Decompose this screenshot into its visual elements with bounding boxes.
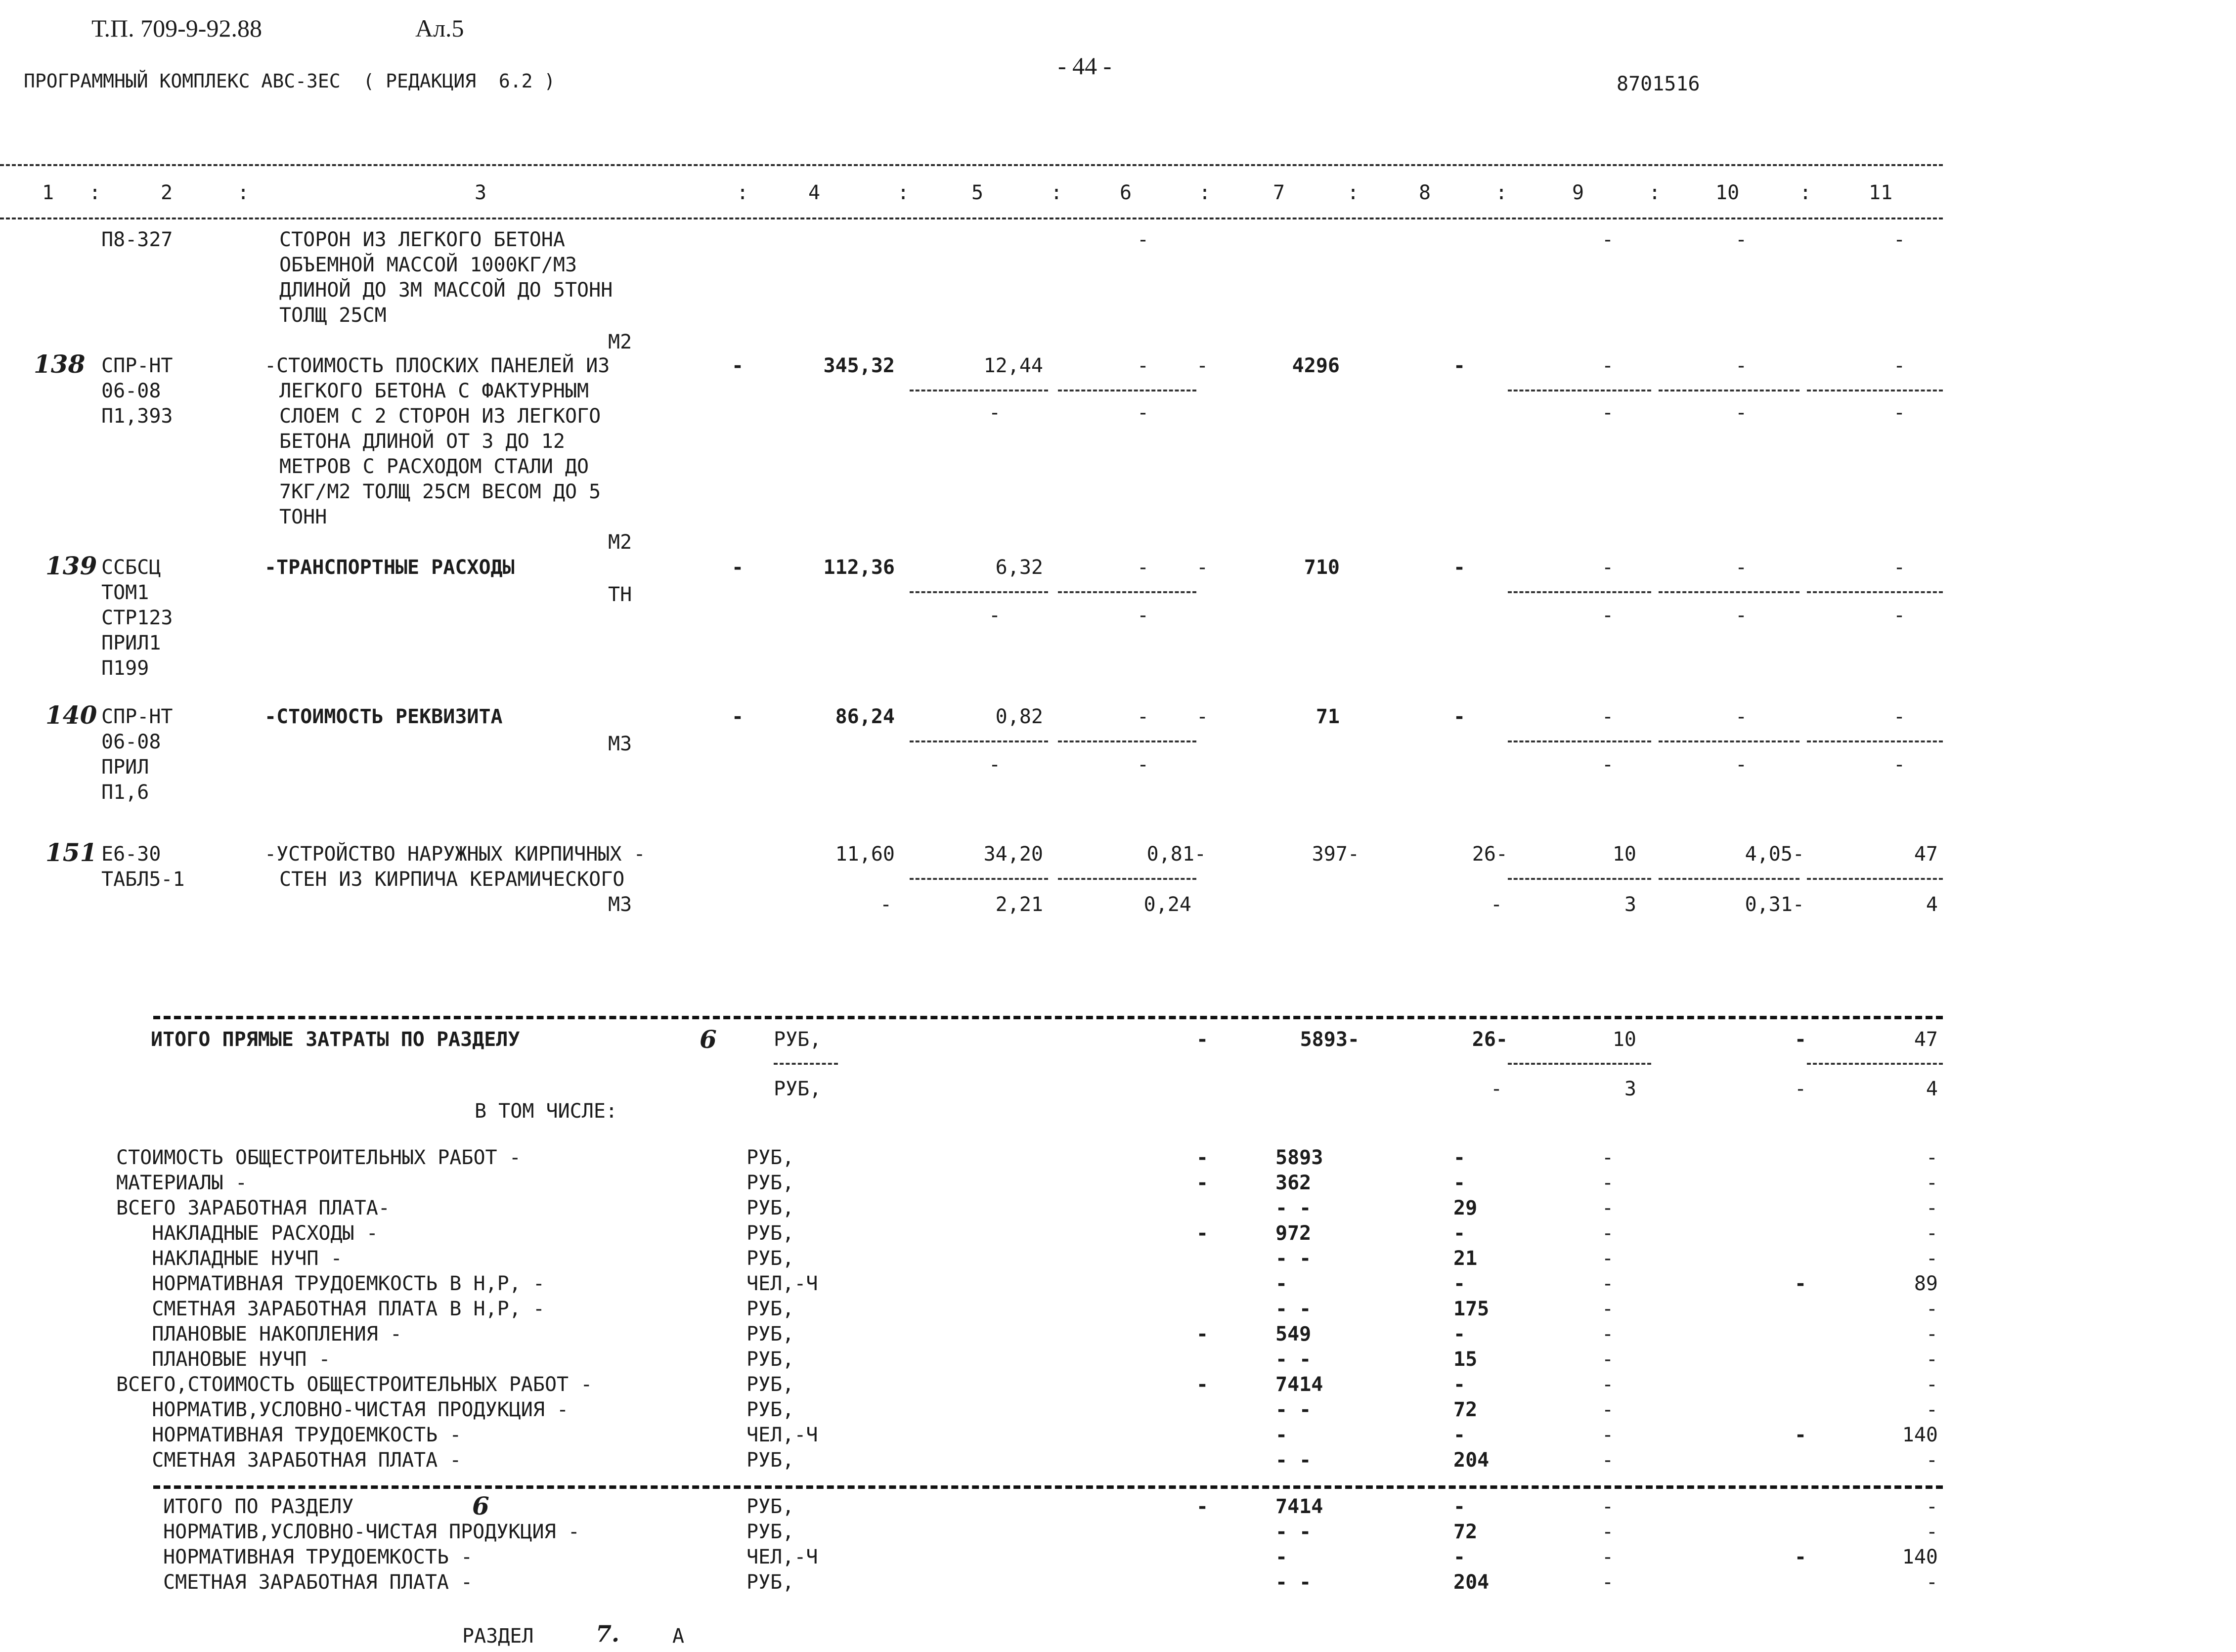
cell-c9b: - <box>1602 604 1614 627</box>
cell-c6b: - <box>1137 604 1149 627</box>
cell-c7: - - <box>1275 1449 1312 1472</box>
header-rule <box>0 217 1943 219</box>
row-desc-line: СЛОЕМ С 2 СТОРОН ИЗ ЛЕГКОГО <box>279 405 601 428</box>
row-code-line: СПР-НТ <box>101 354 173 377</box>
cell-c8: 26- <box>1472 1028 1508 1051</box>
row-desc-line: ОБЪЕМНОЙ МАССОЙ 1000КГ/М3 <box>279 254 577 276</box>
column-header: 8 <box>1419 181 1431 204</box>
cell-c8: - <box>1453 1172 1466 1194</box>
row-code-line: П199 <box>101 657 149 680</box>
summary-label: НОРМАТИВНАЯ ТРУДОЕМКОСТЬ - <box>163 1546 473 1568</box>
cell-c5b: - <box>989 604 1001 627</box>
row-desc-line: -ТРАНСПОРТНЫЕ РАСХОДЫ <box>264 556 515 579</box>
cell-c6b: - <box>1137 401 1149 424</box>
row-desc-line: ДЛИНОЙ ДО 3М МАССОЙ ДО 5ТОНН <box>279 279 613 302</box>
separator: : <box>897 181 910 204</box>
cell-c5b: - <box>989 753 1001 776</box>
cell-c7: - - <box>1275 1197 1312 1219</box>
summary-label: НОРМАТИВНАЯ ТРУДОЕМКОСТЬ - <box>116 1424 462 1446</box>
subtotal-rule <box>1807 878 1943 880</box>
cell-c8: - <box>1453 1424 1466 1446</box>
cell-c8: 26- <box>1472 843 1508 866</box>
separator: : <box>1347 181 1359 204</box>
row-unit: ЧЕЛ,-Ч <box>746 1546 818 1568</box>
summary-label: ИТОГО ПО РАЗДЕЛУ <box>163 1495 354 1518</box>
cell-c8: - <box>1453 1546 1466 1568</box>
column-header: 3 <box>475 181 487 204</box>
cell-c9: - <box>1602 1546 1614 1568</box>
subtotal-rule <box>1659 591 1799 593</box>
cell-c8: - <box>1453 1495 1466 1518</box>
cell-c6: - <box>1137 228 1149 251</box>
separator: : <box>1199 181 1211 204</box>
cell-dash: - <box>1196 556 1209 579</box>
cell-dash: - <box>1196 705 1209 728</box>
subtotal-rule <box>1508 591 1651 593</box>
cell-c11: 140 <box>1902 1546 1938 1568</box>
cell-c7: 972 <box>1275 1222 1312 1245</box>
summary-label: НАКЛАДНЫЕ РАСХОДЫ - <box>116 1222 378 1245</box>
row-desc-line: -СТОИМОСТЬ ПЛОСКИХ ПАНЕЛЕЙ ИЗ <box>264 354 610 377</box>
row-unit: ЧЕЛ,-Ч <box>746 1424 818 1446</box>
summary-label: НОРМАТИВНАЯ ТРУДОЕМКОСТЬ В Н,Р, - <box>116 1272 545 1295</box>
cell-c11: - <box>1926 1146 1938 1169</box>
cell-c10: - <box>1795 1028 1807 1051</box>
cell-c10b: - <box>1735 401 1748 424</box>
row-unit: РУБ, <box>746 1398 794 1421</box>
including-label: В ТОМ ЧИСЛЕ: <box>475 1100 617 1123</box>
summary-label: СМЕТНАЯ ЗАРАБОТНАЯ ПЛАТА - <box>116 1449 462 1472</box>
row-unit: РУБ, <box>746 1197 794 1219</box>
row-unit: ЧЕЛ,-Ч <box>746 1272 818 1295</box>
column-header: 11 <box>1869 181 1893 204</box>
cell-c8: - <box>1453 1222 1466 1245</box>
cell-c8: 204 <box>1453 1571 1490 1594</box>
row-unit: РУБ, <box>746 1172 794 1194</box>
cell-c6: - <box>1196 1146 1209 1169</box>
subtotal-rule <box>1807 740 1943 742</box>
cell-dash: - <box>732 556 744 579</box>
cell-c5: 0,82 <box>995 705 1043 728</box>
row-unit: РУБ, <box>746 1495 794 1518</box>
cell-c11: - <box>1926 1323 1938 1346</box>
cell-c11: - <box>1893 354 1906 377</box>
cell-c10: - <box>1735 354 1748 377</box>
cell-c8b: - <box>1491 1078 1503 1100</box>
summary-section: 6 <box>472 1491 489 1521</box>
cell-c9: - <box>1602 1398 1614 1421</box>
cell-dash: - <box>1196 354 1209 377</box>
column-header: 9 <box>1572 181 1584 204</box>
row-unit: М3 <box>608 733 632 755</box>
cell-c7: 4296 <box>1292 354 1340 377</box>
cell-c6: - <box>1196 1495 1209 1518</box>
cell-c11: 89 <box>1914 1272 1938 1295</box>
cell-c7: 397- <box>1312 843 1359 866</box>
cell-c9b: 3 <box>1624 893 1636 916</box>
separator: : <box>737 181 749 204</box>
row-desc-line: -СТОИМОСТЬ РЕКВИЗИТА <box>264 705 503 728</box>
cell-c6b: - <box>1137 753 1149 776</box>
row-unit: РУБ, <box>746 1247 794 1270</box>
cell-c11: - <box>1893 228 1906 251</box>
document-number: 8701516 <box>1617 73 1700 95</box>
doc-code: Т.П. 709-9-92.88 <box>91 14 262 42</box>
column-header: 2 <box>161 181 173 204</box>
separator: : <box>89 181 101 204</box>
cell-c5b: - <box>989 401 1001 424</box>
subtotal-rule <box>1058 878 1196 880</box>
row-code-line: П1,393 <box>101 405 173 428</box>
cell-c4: 112,36 <box>823 556 895 579</box>
cell-c9b: - <box>1602 401 1614 424</box>
subtotal-rule <box>1508 1063 1651 1065</box>
cell-dash: - <box>732 705 744 728</box>
row-code-line: СТР123 <box>101 607 173 629</box>
cell-c11: - <box>1926 1373 1938 1396</box>
totals-rule <box>153 1016 1943 1019</box>
subtotal-rule <box>1058 740 1196 742</box>
cell-c6: 0,81- <box>1146 843 1206 866</box>
cell-c8: 72 <box>1453 1521 1478 1543</box>
cell-c8: 72 <box>1453 1398 1478 1421</box>
cell-c10: - <box>1795 1546 1807 1568</box>
subtotal-rule <box>1058 390 1196 391</box>
cell-c7: 7414 <box>1275 1495 1323 1518</box>
column-header: 1 <box>42 181 54 204</box>
cell-c8: - <box>1453 1373 1466 1396</box>
column-header: 6 <box>1120 181 1132 204</box>
cell-c9: - <box>1602 1272 1614 1295</box>
cell-c8: - <box>1453 1323 1466 1346</box>
summary-label: НОРМАТИВ,УСЛОВНО-ЧИСТАЯ ПРОДУКЦИЯ - <box>116 1398 569 1421</box>
row-unit: РУБ, <box>746 1348 794 1371</box>
cell-c11b: - <box>1893 401 1906 424</box>
cell-c9: - <box>1602 1348 1614 1371</box>
cell-c10b: - <box>1795 1078 1807 1100</box>
cell-c11: 47 <box>1914 1028 1938 1051</box>
cell-c9: - <box>1602 354 1614 377</box>
subtotal-rule <box>1508 390 1651 391</box>
cell-c9: - <box>1602 1197 1614 1219</box>
cell-c8: - <box>1453 1272 1466 1295</box>
row-code-line: ПРИЛ1 <box>101 632 161 654</box>
cell-c5: 6,32 <box>995 556 1043 579</box>
cell-c7: 362 <box>1275 1172 1312 1194</box>
row-desc-line: БЕТОНА ДЛИНОЙ ОТ 3 ДО 12 <box>279 430 565 453</box>
cell-c9: - <box>1602 1521 1614 1543</box>
cell-c8b: - <box>1491 893 1503 916</box>
totals-section: 6 <box>700 1025 717 1054</box>
cell-c7: - - <box>1275 1298 1312 1320</box>
column-header: 10 <box>1715 181 1740 204</box>
cell-c11: - <box>1926 1348 1938 1371</box>
row-code-line: П1,6 <box>101 781 149 804</box>
cell-c9: - <box>1602 1571 1614 1594</box>
cell-c4: 86,24 <box>835 705 895 728</box>
cell-c10b: - <box>1735 604 1748 627</box>
cell-c7: - - <box>1275 1247 1312 1270</box>
cell-c7: - - <box>1275 1398 1312 1421</box>
cell-c7: - - <box>1275 1521 1312 1543</box>
cell-c11b: - <box>1893 753 1906 776</box>
cell-c9: - <box>1602 228 1614 251</box>
row-desc-line: СТОРОН ИЗ ЛЕГКОГО БЕТОНА <box>279 228 565 251</box>
row-desc-line: -УСТРОЙСТВО НАРУЖНЫХ КИРПИЧНЫХ - <box>264 843 646 866</box>
row-code-line: Е6-30 <box>101 843 161 866</box>
row-code-line: СПР-НТ <box>101 705 173 728</box>
cell-c6: - <box>1196 1373 1209 1396</box>
cell-c11b: 4 <box>1926 893 1938 916</box>
separator: : <box>237 181 250 204</box>
cell-c9b: 3 <box>1624 1078 1636 1100</box>
separator: : <box>1799 181 1812 204</box>
cell-c11: 47 <box>1914 843 1938 866</box>
cell-c9: - <box>1602 1222 1614 1245</box>
cell-c11: - <box>1926 1398 1938 1421</box>
sheet-number: Ал.5 <box>415 14 464 42</box>
subtotal-rule <box>1807 1063 1943 1065</box>
summary-label: ВСЕГО ЗАРАБОТНАЯ ПЛАТА- <box>116 1197 390 1219</box>
cell-c7: 7414 <box>1275 1373 1323 1396</box>
subtotal-rule <box>910 390 1048 391</box>
row-code-line: ССБСЦ <box>101 556 161 579</box>
cell-c11: - <box>1926 1222 1938 1245</box>
cell-c11: - <box>1926 1521 1938 1543</box>
cell-c9b: - <box>1602 753 1614 776</box>
row-unit: РУБ, <box>746 1222 794 1245</box>
separator: : <box>1495 181 1508 204</box>
cell-c10: 4,05- <box>1745 843 1804 866</box>
summary-label: ВСЕГО,СТОИМОСТЬ ОБЩЕСТРОИТЕЛЬНЫХ РАБОТ - <box>116 1373 593 1396</box>
row-code: П8-327 <box>101 228 173 251</box>
column-header: 7 <box>1273 181 1285 204</box>
row-number-handwritten: 140 <box>45 700 97 730</box>
cell-c6: - <box>1137 556 1149 579</box>
row-unit: РУБ, <box>746 1449 794 1472</box>
cell-c4: 11,60 <box>835 843 895 866</box>
row-code-line: 06-08 <box>101 380 161 402</box>
cell-c6: - <box>1196 1028 1209 1051</box>
cell-c9: - <box>1602 1247 1614 1270</box>
cell-c11: - <box>1893 705 1906 728</box>
next-section-label: РАЗДЕЛ <box>462 1625 534 1648</box>
cell-c4b: - <box>880 893 892 916</box>
cell-c9: - <box>1602 1172 1614 1194</box>
subtotal-rule <box>1807 591 1943 593</box>
cell-c8: - <box>1453 556 1466 579</box>
subtotal-rule <box>1659 878 1799 880</box>
cell-c7: - <box>1275 1424 1288 1446</box>
subtotal-rule <box>910 878 1048 880</box>
summary-label: НАКЛАДНЫЕ НУЧП - <box>116 1247 343 1270</box>
row-unit: ТН <box>608 583 632 606</box>
subtotal-rule <box>1807 390 1943 391</box>
cell-c11b: 4 <box>1926 1078 1938 1100</box>
summary-label: СТОИМОСТЬ ОБЩЕСТРОИТЕЛЬНЫХ РАБОТ - <box>116 1146 521 1169</box>
cell-c4: 345,32 <box>823 354 895 377</box>
cell-c11: - <box>1926 1247 1938 1270</box>
cell-c8: - <box>1453 354 1466 377</box>
cell-c7: 710 <box>1304 556 1340 579</box>
cell-c8: 204 <box>1453 1449 1490 1472</box>
summary-label: СМЕТНАЯ ЗАРАБОТНАЯ ПЛАТА В Н,Р, - <box>116 1298 545 1320</box>
subtotal-rule <box>910 591 1048 593</box>
cell-c8: - <box>1453 1146 1466 1169</box>
row-desc-line: 7КГ/М2 ТОЛЩ 25СМ ВЕСОМ ДО 5 <box>279 480 601 503</box>
cell-c11: - <box>1893 556 1906 579</box>
cell-dash: - <box>732 354 744 377</box>
cell-c10: - <box>1735 556 1748 579</box>
page-number: - 44 - <box>1058 52 1112 80</box>
column-header: 5 <box>971 181 984 204</box>
cell-c6: - <box>1196 1323 1209 1346</box>
subtotal-rule <box>910 740 1048 742</box>
cell-c9: - <box>1602 1323 1614 1346</box>
cell-c7: - <box>1275 1546 1288 1568</box>
separator: : <box>1051 181 1063 204</box>
cell-c9: - <box>1602 1298 1614 1320</box>
cell-c6: - <box>1137 705 1149 728</box>
cell-c10: - <box>1735 705 1748 728</box>
cell-c6: - <box>1196 1222 1209 1245</box>
cell-c9: - <box>1602 1495 1614 1518</box>
subtotal-rule <box>1508 878 1651 880</box>
row-desc-line: СТЕН ИЗ КИРПИЧА КЕРАМИЧЕСКОГО <box>279 868 625 891</box>
cell-c10b: - <box>1735 753 1748 776</box>
cell-c7: - - <box>1275 1571 1312 1594</box>
cell-c7: 5893 <box>1275 1146 1323 1169</box>
row-desc-line: ТОЛЩ 25СМ <box>279 304 387 327</box>
summary-label: МАТЕРИАЛЫ - <box>116 1172 247 1194</box>
cell-c7: - <box>1275 1272 1288 1295</box>
cell-c9: - <box>1602 556 1614 579</box>
cell-c8: 29 <box>1453 1197 1478 1219</box>
cell-c11: - <box>1926 1172 1938 1194</box>
cell-c6: - <box>1196 1172 1209 1194</box>
cell-c11: 140 <box>1902 1424 1938 1446</box>
program-name: ПРОГРАММНЫЙ КОМПЛЕКС АВС-ЗЕС ( РЕДАКЦИЯ 6.2 ) <box>24 70 556 92</box>
cell-c7: 5893- <box>1300 1028 1359 1051</box>
row-unit: РУБ, <box>746 1323 794 1346</box>
cell-c11b: - <box>1893 604 1906 627</box>
cell-c11: - <box>1926 1298 1938 1320</box>
cell-c5: 34,20 <box>983 843 1043 866</box>
summary-label: НОРМАТИВ,УСЛОВНО-ЧИСТАЯ ПРОДУКЦИЯ - <box>163 1521 580 1543</box>
row-desc-line: МЕТРОВ С РАСХОДОМ СТАЛИ ДО <box>279 455 589 478</box>
subtotal-rule <box>1058 591 1196 593</box>
cell-c6b: 0,24 <box>1143 893 1191 916</box>
row-code-line: ПРИЛ <box>101 756 149 779</box>
row-code-line: ТОМ1 <box>101 581 149 604</box>
cell-c5b: 2,21 <box>995 893 1043 916</box>
cell-c10: - <box>1795 1272 1807 1295</box>
row-number-handwritten: 151 <box>45 838 97 867</box>
totals-title: ИТОГО ПРЯМЫЕ ЗАТРАТЫ ПО РАЗДЕЛУ <box>151 1028 520 1051</box>
row-unit: М3 <box>608 893 632 916</box>
row-unit: М2 <box>608 331 632 353</box>
totals-unit: РУБ, <box>774 1028 822 1051</box>
cell-c11: - <box>1926 1571 1938 1594</box>
cell-c11: - <box>1926 1495 1938 1518</box>
cell-c10: - <box>1795 1424 1807 1446</box>
cell-c9: - <box>1602 1424 1614 1446</box>
row-unit: РУБ, <box>746 1146 794 1169</box>
top-rule <box>0 164 1943 166</box>
cell-c10: - <box>1735 228 1748 251</box>
row-number-handwritten: 139 <box>45 551 97 580</box>
cell-c9: 10 <box>1612 1028 1636 1051</box>
subtotal-rule <box>1508 740 1651 742</box>
unit-underline <box>774 1063 838 1065</box>
row-number-handwritten: 138 <box>34 349 86 379</box>
cell-c11: - <box>1926 1449 1938 1472</box>
row-code-line: ТАБЛ5-1 <box>101 868 185 891</box>
cell-c6: - <box>1137 354 1149 377</box>
cell-c11: - <box>1926 1197 1938 1219</box>
row-code-line: 06-08 <box>101 731 161 753</box>
row-unit: РУБ, <box>746 1298 794 1320</box>
cell-c8: 21 <box>1453 1247 1478 1270</box>
cell-c5: 12,44 <box>983 354 1043 377</box>
cell-c7: - - <box>1275 1348 1312 1371</box>
cell-c9: 10 <box>1612 843 1636 866</box>
cell-c8: 175 <box>1453 1298 1490 1320</box>
row-unit: М2 <box>608 531 632 554</box>
summary-label: СМЕТНАЯ ЗАРАБОТНАЯ ПЛАТА - <box>163 1571 473 1594</box>
cell-c9: - <box>1602 1146 1614 1169</box>
cell-c9: - <box>1602 1449 1614 1472</box>
subtotal-rule <box>1659 740 1799 742</box>
cell-c10b: 0,31- <box>1745 893 1804 916</box>
cell-c9: - <box>1602 1373 1614 1396</box>
row-desc-line: ТОНН <box>279 506 327 528</box>
cell-c9: - <box>1602 705 1614 728</box>
subtotal-rule <box>1659 390 1799 391</box>
cell-c7: 549 <box>1275 1323 1312 1346</box>
next-section-suffix: А <box>672 1625 685 1648</box>
summary-label: ПЛАНОВЫЕ НУЧП - <box>116 1348 331 1371</box>
row-unit: РУБ, <box>746 1373 794 1396</box>
cell-c8: - <box>1453 705 1466 728</box>
column-header: 4 <box>808 181 821 204</box>
cell-c8: 15 <box>1453 1348 1478 1371</box>
next-section-number: 7. <box>596 1620 620 1647</box>
row-unit: РУБ, <box>746 1521 794 1543</box>
row-desc-line: ЛЕГКОГО БЕТОНА С ФАКТУРНЫМ <box>279 380 589 402</box>
cell-c7: 71 <box>1315 705 1340 728</box>
separator: : <box>1649 181 1661 204</box>
summary-label: ПЛАНОВЫЕ НАКОПЛЕНИЯ - <box>116 1323 402 1346</box>
section-total-rule <box>153 1485 1943 1489</box>
row-unit: РУБ, <box>746 1571 794 1594</box>
totals-unit-secondary: РУБ, <box>774 1078 822 1100</box>
